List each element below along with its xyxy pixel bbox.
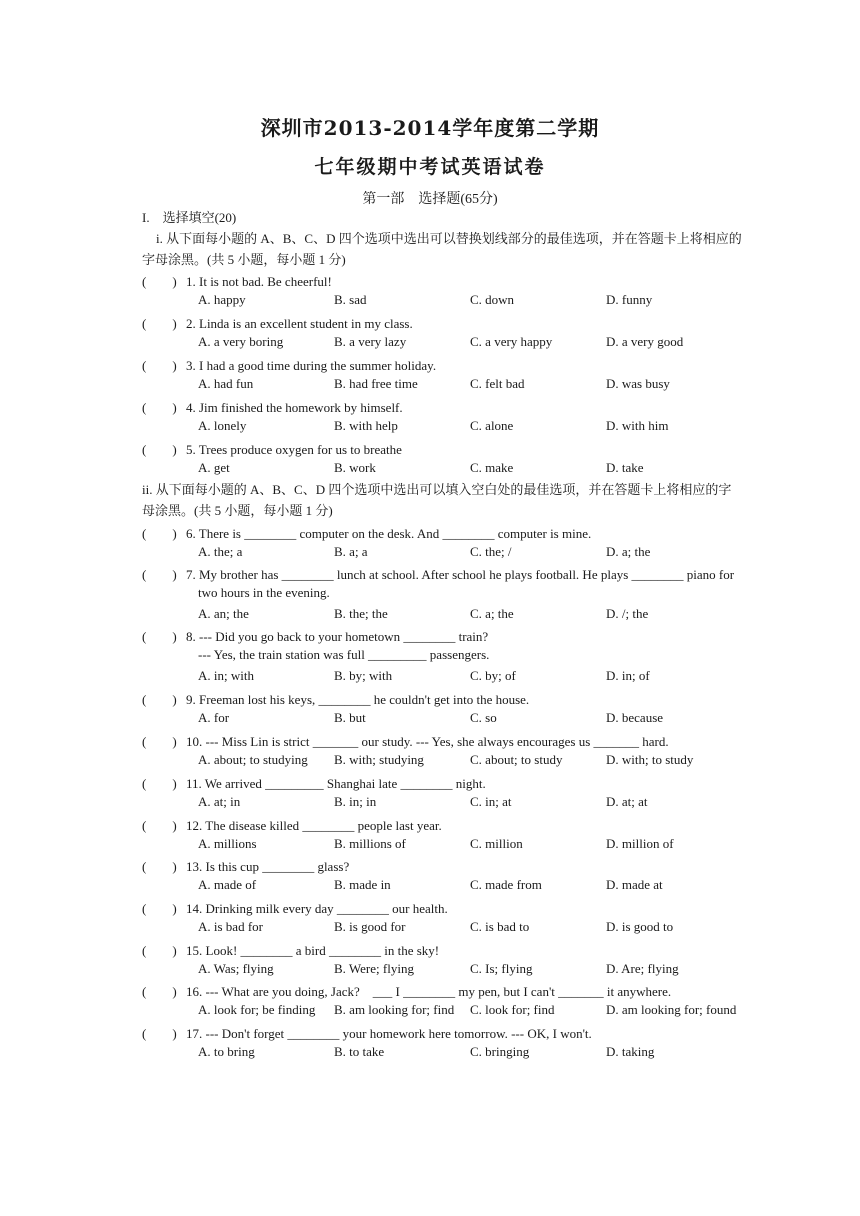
answer-blank[interactable]: ( ) — [142, 629, 177, 644]
option-a[interactable]: A. made of — [198, 877, 257, 892]
exam-title: 深圳市2013-2014学年度第二学期 — [260, 116, 600, 140]
options-row — [198, 544, 818, 562]
option-d[interactable]: D. is good to — [606, 919, 674, 934]
options-row — [198, 794, 818, 812]
question-continuation: --- Yes, the train station was full _________ passengers. — [198, 647, 490, 662]
option-a[interactable]: A. is bad for — [198, 919, 263, 934]
question-4 — [142, 397, 403, 415]
answer-blank[interactable]: ( ) — [142, 316, 177, 331]
option-a[interactable]: A. to bring — [198, 1044, 255, 1059]
question-16 — [142, 981, 671, 999]
question-text: 6. There is ________ computer on the desk. And ________ computer is mine. — [186, 526, 592, 541]
answer-blank[interactable]: ( ) — [142, 442, 177, 457]
options-row — [198, 668, 818, 686]
answer-blank[interactable]: ( ) — [142, 358, 177, 373]
option-c[interactable]: C. felt bad — [470, 376, 525, 391]
question-text: 1. It is not bad. Be cheerful! — [186, 274, 332, 289]
option-b[interactable]: B. am looking for; find — [334, 1002, 455, 1017]
options-row — [198, 460, 818, 478]
answer-blank[interactable]: ( ) — [142, 859, 177, 874]
question-text: 15. Look! ________ a bird ________ in the sky! — [186, 943, 440, 958]
instruction-ii-line1: ii. 从下面每小题的 A、B、C、D 四个选项中选出可以填入空白处的最佳选项，并在答题卡上将相应的字 — [142, 482, 732, 497]
options-row — [198, 376, 818, 394]
question-text: 9. Freeman lost his keys, ________ he couldn't get into the house. — [186, 692, 530, 707]
question-text: 14. Drinking milk every day ________ our health. — [186, 901, 448, 916]
option-c[interactable]: C. down — [470, 292, 515, 307]
option-a[interactable]: A. had fun — [198, 376, 254, 391]
option-c[interactable]: C. a very happy — [470, 334, 553, 349]
question-11 — [142, 773, 486, 791]
question-12 — [142, 815, 442, 833]
question-text: 7. My brother has ________ lunch at school. After school he plays football. He plays ________ piano for — [186, 567, 735, 582]
option-b[interactable]: B. a very lazy — [334, 334, 407, 349]
options-row — [198, 836, 818, 854]
exam-subtitle: 七年级期中考试英语试卷 — [314, 156, 546, 178]
option-c[interactable]: C. so — [470, 710, 497, 725]
option-a[interactable]: A. for — [198, 710, 230, 725]
options-row — [198, 710, 818, 728]
options-row — [198, 418, 818, 436]
instruction-i-line2: 字母涂黑。(共 5 小题，每小题 1 分) — [142, 252, 346, 267]
question-text: 5. Trees produce oxygen for us to breathe — [186, 442, 402, 457]
options-row — [198, 1002, 818, 1020]
option-c[interactable]: C. alone — [470, 418, 514, 433]
question-text: 4. Jim finished the homework by himself. — [186, 400, 403, 415]
answer-blank[interactable]: ( ) — [142, 400, 177, 415]
option-c[interactable]: C. by; of — [470, 668, 516, 683]
option-a[interactable]: A. an; the — [198, 606, 249, 621]
option-d[interactable]: D. a very good — [606, 334, 684, 349]
option-b[interactable]: B. by; with — [334, 668, 393, 683]
question-text: 3. I had a good time during the summer holiday. — [186, 358, 437, 373]
question-text: 16. --- What are you doing, Jack? ___ I ________ my pen, but I can't _______ it anywhere. — [186, 984, 672, 999]
option-d[interactable]: D. taking — [606, 1044, 655, 1059]
option-a[interactable]: A. millions — [198, 836, 257, 851]
question-1 — [142, 271, 332, 289]
option-d[interactable]: D. was busy — [606, 376, 670, 391]
answer-blank[interactable]: ( ) — [142, 274, 177, 289]
question-text: 13. Is this cup ________ glass? — [186, 859, 350, 874]
option-a[interactable]: A. Was; flying — [198, 961, 274, 976]
option-a[interactable]: A. the; a — [198, 544, 243, 559]
question-text: 12. The disease killed ________ people last year. — [186, 818, 442, 833]
section-heading: I. 选择填空(20) — [142, 210, 237, 225]
option-a[interactable]: A. a very boring — [198, 334, 284, 349]
part-heading: 第一部 选择题(65分) — [362, 192, 498, 207]
instruction-i-line1: i. 从下面每小题的 A、B、C、D 四个选项中选出可以替换划线部分的最佳选项，并在答题卡上将相应的 — [156, 231, 742, 246]
answer-blank[interactable]: ( ) — [142, 943, 177, 958]
question-2 — [142, 313, 413, 331]
option-b[interactable]: B. in; in — [334, 794, 377, 809]
question-10 — [142, 731, 669, 749]
option-b[interactable]: B. sad — [334, 292, 367, 307]
option-c[interactable]: C. in; at — [470, 794, 512, 809]
options-row — [198, 606, 818, 624]
question-9 — [142, 689, 529, 707]
option-b[interactable]: B. the; the — [334, 606, 388, 621]
question-8 — [142, 626, 488, 644]
option-b[interactable]: B. to take — [334, 1044, 385, 1059]
question-15 — [142, 940, 439, 958]
option-d[interactable]: D. a; the — [606, 544, 651, 559]
answer-blank[interactable]: ( ) — [142, 692, 177, 707]
option-c[interactable]: C. a; the — [470, 606, 514, 621]
option-c[interactable]: C. made from — [470, 877, 542, 892]
options-row — [198, 961, 818, 979]
option-a[interactable]: A. in; with — [198, 668, 254, 683]
option-d[interactable]: D. with; to study — [606, 752, 694, 767]
options-row — [198, 334, 818, 352]
option-a[interactable]: A. about; to studying — [198, 752, 308, 767]
answer-blank[interactable]: ( ) — [142, 526, 177, 541]
question-text: 10. --- Miss Lin is strict _______ our study. --- Yes, she always encourages us _______ hard. — [186, 734, 669, 749]
option-d[interactable]: D. in; of — [606, 668, 650, 683]
option-b[interactable]: B. millions of — [334, 836, 406, 851]
option-d[interactable]: D. funny — [606, 292, 653, 307]
options-row — [198, 1044, 818, 1062]
question-6 — [142, 523, 591, 541]
option-c[interactable]: C. bringing — [470, 1044, 530, 1059]
option-a[interactable]: A. get — [198, 460, 230, 475]
option-d[interactable]: D. take — [606, 460, 644, 475]
option-a[interactable]: A. look for; be finding — [198, 1002, 316, 1017]
option-d[interactable]: D. Are; flying — [606, 961, 679, 976]
answer-blank[interactable]: ( ) — [142, 901, 177, 916]
options-row — [198, 919, 818, 937]
option-d[interactable]: D. am looking for; found — [606, 1002, 737, 1017]
options-row — [198, 752, 818, 770]
question-13 — [142, 856, 349, 874]
option-a[interactable]: A. lonely — [198, 418, 247, 433]
question-17 — [142, 1023, 592, 1041]
option-b[interactable]: B. work — [334, 460, 376, 475]
option-a[interactable]: A. happy — [198, 292, 246, 307]
options-row — [198, 292, 818, 310]
options-row — [198, 877, 818, 895]
question-3 — [142, 355, 436, 373]
answer-blank[interactable]: ( ) — [142, 818, 177, 833]
option-a[interactable]: A. at; in — [198, 794, 241, 809]
question-text: 17. --- Don't forget ________ your homework here tomorrow. --- OK, I won't. — [186, 1026, 592, 1041]
answer-blank[interactable]: ( ) — [142, 734, 177, 749]
instruction-ii-line2: 母涂黑。(共 5 小题，每小题 1 分) — [142, 503, 333, 518]
option-b[interactable]: B. had free time — [334, 376, 418, 391]
option-d[interactable]: D. million of — [606, 836, 674, 851]
option-b[interactable]: B. but — [334, 710, 366, 725]
option-c[interactable]: C. million — [470, 836, 523, 851]
question-14 — [142, 898, 448, 916]
option-c[interactable]: C. Is; flying — [470, 961, 533, 976]
question-text: 11. We arrived _________ Shanghai late ________ night. — [186, 776, 486, 791]
option-c[interactable]: C. make — [470, 460, 514, 475]
option-d[interactable]: D. at; at — [606, 794, 648, 809]
option-d[interactable]: D. /; the — [606, 606, 649, 621]
option-d[interactable]: D. because — [606, 710, 664, 725]
option-d[interactable]: D. with him — [606, 418, 669, 433]
option-b[interactable]: B. is good for — [334, 919, 406, 934]
answer-blank[interactable]: ( ) — [142, 1026, 177, 1041]
question-text: 8. --- Did you go back to your hometown ________ train? — [186, 629, 489, 644]
answer-blank[interactable]: ( ) — [142, 776, 177, 791]
option-c[interactable]: C. is bad to — [470, 919, 530, 934]
question-5 — [142, 439, 402, 457]
question-7 — [142, 564, 734, 582]
option-c[interactable]: C. about; to study — [470, 752, 563, 767]
question-text: 2. Linda is an excellent student in my class. — [186, 316, 413, 331]
option-c[interactable]: C. the; / — [470, 544, 512, 559]
option-b[interactable]: B. made in — [334, 877, 391, 892]
option-b[interactable]: B. with help — [334, 418, 398, 433]
option-b[interactable]: B. with; studying — [334, 752, 424, 767]
answer-blank[interactable]: ( ) — [142, 567, 177, 582]
option-b[interactable]: B. a; a — [334, 544, 368, 559]
option-b[interactable]: B. Were; flying — [334, 961, 414, 976]
option-c[interactable]: C. look for; find — [470, 1002, 555, 1017]
question-continuation: two hours in the evening. — [198, 585, 330, 600]
answer-blank[interactable]: ( ) — [142, 984, 177, 999]
option-d[interactable]: D. made at — [606, 877, 663, 892]
